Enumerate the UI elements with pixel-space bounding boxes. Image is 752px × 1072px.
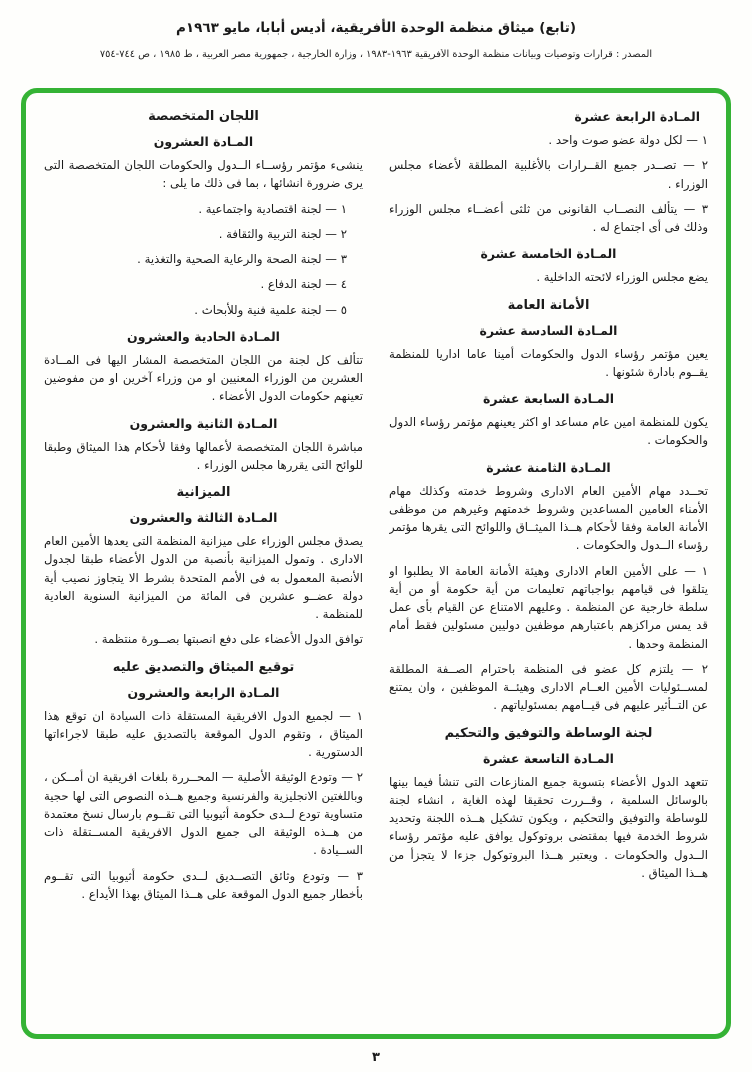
heading-article-15: المـادة الخامسة عشرة: [480, 246, 617, 262]
column-left: [44, 109, 363, 1022]
heading-article-19: المـادة التاسعة عشرة: [483, 750, 614, 766]
green-frame: [21, 88, 731, 1039]
article-18-item-2: ٢ — يلتزم كل عضو فى المنظمة باحترام الصــفة المطلقة لمســئوليات الأمين العــام الادارى وهيئــة الموظفين ، وان يمتنع عن التــأثير عليهم فى قيــامهم بمسئولياتهم .: [389, 661, 708, 713]
article-20-item-3: ٣ — لجنة الصحة والرعاية الصحية والتغذية .: [137, 252, 347, 266]
heading-article-23: المـادة الثالثة والعشرون: [129, 510, 278, 525]
page-header: [0, 0, 752, 60]
heading-article-20: المـادة العشرون: [153, 134, 254, 149]
heading-article-18: المـادة الثامنة عشرة: [486, 459, 611, 475]
article-23-text-2: توافق الدول الأعضاء على دفع انصبتها بصــورة منتظمة .: [94, 632, 363, 647]
charter-title: (تابع) ميثاق منظمة الوحدة الأفريقية، أديس أبابا، مايو ١٩٦٣م: [176, 20, 576, 36]
heading-specialized-commissions: اللجان المتخصصة: [148, 109, 259, 124]
article-16-text: يعين مؤتمر رؤساء الدول والحكومات أمينا عاما اداريا للمنظمة يقــوم بادارة شئونها .: [389, 346, 708, 379]
heading-general-secretariat: الأمانة العامة: [507, 297, 590, 313]
article-15-text: يضع مجلس الوزراء لائحته الداخلية .: [536, 270, 708, 285]
article-19-text: تتعهد الدول الأعضاء بتسوية جميع المنازعات التى تنشأ فيما بينها بالوسائل السلمية ، وقــررت تحقيقا لهذه الغاية ، انشاء لجنة للوساطة والتوفيق والتحكيم ، ويكون تشكيل هــذه اللجنة وتحديد شروط الخدمة فيها بمقتضى بروتوكول يوافق عليه مؤتمر رؤساء الــدول والحكومات . ويعتبر هــذا البروتوكول جزءا لا يتجزأ من هــذا الميثاق .: [389, 774, 708, 880]
article-24-item-1: ١ — لجميع الدول الافريقية المستقلة ذات السيادة ان توقع هذا الميثاق ، وتقوم الدول الموقعة بالتصديق عليه طبقا لاجراءاتها الدستورية .: [44, 708, 363, 759]
article-20-item-1: ١ — لجنة اقتصادية واجتماعية .: [198, 201, 347, 216]
heading-article-22: المـادة الثانية والعشرون: [129, 415, 278, 431]
heading-budget: الميزانية: [176, 485, 231, 500]
article-14-item-3: ٣ — يتألف النصــاب القانونى من ثلثى أعضــاء مجلس الوزراء وذلك فى أى اجتماع له .: [389, 201, 708, 234]
heading-article-17: المـادة السابعة عشرة: [483, 391, 614, 406]
article-17-text: يكون للمنظمة امين عام مساعد او اكثر يعينهم مؤتمر رؤساء الدول والحكومات .: [389, 415, 708, 448]
article-20-item-2: ٢ — لجنة التربية والثقافة .: [218, 226, 347, 241]
heading-signature-ratification: توقيع الميثاق والتصديق عليه: [112, 659, 295, 675]
article-20-intro: ينشىء مؤتمر رؤســاء الــدول والحكومات اللجان المتخصصة التى يرى ضرورة انشائها ، بما فى ذلك ما يلى :: [44, 158, 363, 191]
page-number: ٣: [372, 1050, 380, 1065]
article-22-text: مباشرة اللجان المتخصصة لأعمالها وفقا لأحكام هذا الميثاق وطبقا للوائح التى يقررها مجلس الوزراء .: [44, 439, 363, 472]
article-14-item-2: ٢ — تصــدر جميع القــرارات بالأغلبية المطلقة لأعضاء مجلس الوزراء .: [389, 158, 708, 191]
heading-article-21: المـادة الحادية والعشرون: [127, 328, 280, 344]
heading-article-16: المـادة السادسة عشرة: [479, 322, 618, 338]
article-14-item-1: ١ — لكل دولة عضو صوت واحد .: [548, 133, 708, 147]
article-21-text: تتألف كل لجنة من اللجان المتخصصة المشار اليها فى المــادة العشرين من الوزراء المعنيين او من وزراء آخرين او من مفوضين تعينهم حكومات الدول الأعضاء .: [44, 352, 363, 404]
source-line: المصدر : قرارات وتوصيات وبيانات منظمة الوحدة الأفريقية ١٩٦٣-١٩٨٣ ، وزارة الخارجية ، جمهورية مصر العربية ، ط ١٩٨٥ ، ص ٧٤٤-٧٥٤: [99, 49, 653, 60]
heading-article-14: المـادة الرابعة عشرة: [574, 109, 700, 124]
column-right: [389, 109, 708, 1022]
article-20-item-4: ٤ — لجنة الدفاع .: [260, 277, 347, 292]
article-24-item-3: ٣ — وتودع وثائق التصــديق لــدى حكومة أثيوبيا التى تقــوم بأخطار جميع الدول الموقعة على هــذا الميثاق بهذا الأيداع .: [44, 868, 363, 901]
heading-article-24: المـادة الرابعة والعشرون: [127, 684, 280, 700]
article-18-text: تحــدد مهام الأمين العام الادارى وشروط خدمته وكذلك مهام الأمناء العامين المساعدين وشروط خدمتهم وغيرهم من موظفى الأمانة العامة وفقا لأحكام هــذا الميثــاق واللوائح التى يقرها مؤتمر رؤساء الــدول والحكومات .: [389, 483, 708, 553]
columns-container: [44, 109, 708, 1022]
article-18-item-1: ١ — على الأمين العام الادارى وهيئة الأمانة العامة الا يطلبوا او يتلقوا فى قيامهم بواجباتهم تعليمات من أية حكومة أو من أية سلطة خارجية عن المنظمة . وعليهم الامتناع عن القيام بأى عمل قد يمس مراكزهم باعتبارهم موظفين دوليين مسئولين فقط أمام المنظمة وحدها .: [389, 563, 708, 651]
article-24-item-2: ٢ — وتودع الوثيقة الأصلية — المحــررة بلغات افريقية ان أمــكن ، وباللغتين الانجليزية والفرنسية وجميع هــذه النصوص التى لها حجية متساوية تودع لــدى حكومة أثيوبيا التى تقــوم بارسال نسخ معتمدة من هــذه الوثيقة الى جميع الدول الافريقية المســتقلة ذات الســيادة .: [44, 770, 363, 858]
article-23-text: يصدق مجلس الوزراء على ميزانية المنظمة التى يعدها الأمين العام الادارى . وتمول الميزانية بأنصبة من الدول الأعضاء طبقا لجدول الأنصبة المعمول به فى الأمم المتحدة بشرط الا يتجاوز نصيب أية دولة عضــو عشرين فى المائة من الميزانية السنوية العادية للمنظمة .: [44, 534, 363, 621]
article-20-item-5: ٥ — لجنة علمية فنية وللأبحاث .: [194, 302, 347, 317]
heading-mediation-commission: لجنة الوساطة والتوفيق والتحكيم: [444, 725, 653, 741]
